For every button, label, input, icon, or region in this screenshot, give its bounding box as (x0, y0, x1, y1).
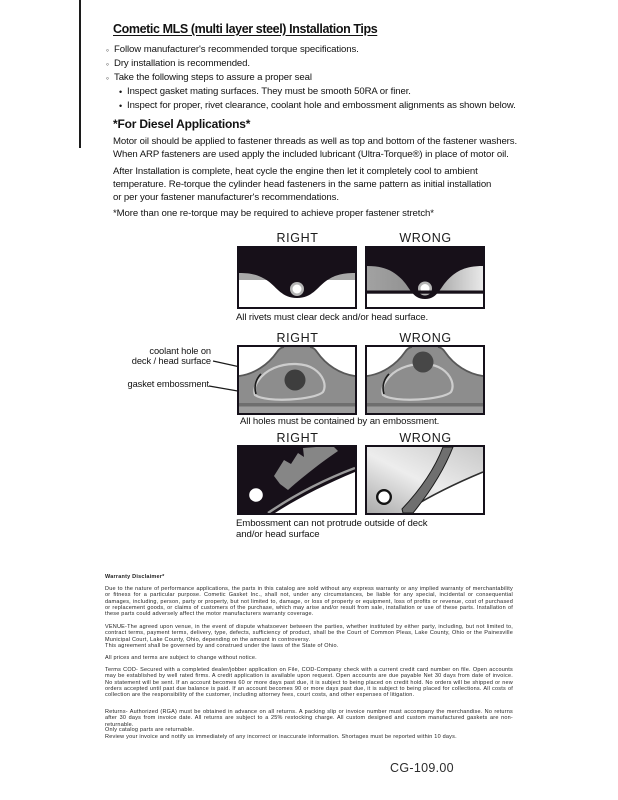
diesel-paragraph-line: When ARP fasteners are used apply the included lubricant (Ultra-Torque®) in place of motor oil. (113, 149, 509, 160)
diesel-paragraph-line: Motor oil should be applied to fastener threads as well as top and bottom of the fastener washers. (113, 136, 518, 147)
right-label: RIGHT (276, 231, 319, 245)
bullet-text: Take the following steps to assure a proper seal (114, 72, 312, 83)
callout-text: deck / head surface (131, 356, 211, 366)
filled-bullet-icon: • (119, 87, 123, 97)
embossment-protruding-illustration (367, 447, 483, 513)
diagram-protrusion-right (237, 445, 357, 515)
legal-line-catalog-parts: Only catalog parts are returnable. (105, 727, 195, 733)
wrong-label: WRONG (399, 431, 452, 445)
page-title: Cometic MLS (multi layer steel) Installation Tips (113, 22, 378, 36)
open-bullet-icon: ◦ (106, 73, 109, 83)
diagram-rivet-right (237, 246, 357, 309)
bullet-text: Dry installation is recommended. (114, 58, 250, 69)
diagram-caption-line: Embossment can not protrude outside of deck (236, 518, 428, 529)
sub-bullet-item (119, 86, 411, 100)
legal-paragraph-returns: Returns- Authorized (RGA) must be obtained in advance on all returns. A packing slip or invoice number must accompany the merchandise. No returns after 30 days from invoice date. All returns are subject to a 25% restocking charge. All custom designed and custom manufactured gaskets are non-returnable. (105, 709, 513, 728)
embossment-inside-deck-illustration (239, 447, 355, 513)
callout-label-gasket-embossment: gasket embossment (127, 379, 209, 389)
rivet-touching-illustration (367, 248, 483, 307)
open-bullet-icon: ◦ (106, 45, 109, 55)
right-label: RIGHT (276, 431, 319, 445)
open-bullet-icon: ◦ (106, 59, 109, 69)
doc-code: CG-109.00 (390, 761, 454, 775)
legal-line-governing-law: This agreement shall be governed by and construed under the laws of the State of Ohio. (105, 643, 339, 649)
legal-line-prices: All prices and terms are subject to change without notice. (105, 655, 257, 661)
diagram-embossment-wrong (365, 345, 485, 415)
diesel-paragraph-line: or per your fastener manufacturer's recommendations. (113, 192, 339, 203)
legal-line-review-invoice: Review your invoice and notify us immediately of any incorrect or inaccurate information. Shortages must be reported within 10 days. (105, 733, 457, 740)
diesel-paragraph-line: After Installation is complete, heat cycle the engine then let it completely cool to ambient (113, 166, 478, 177)
bullet-item (106, 72, 312, 86)
wrong-label: WRONG (399, 231, 452, 245)
callout-text: coolant hole on (149, 346, 211, 356)
diesel-paragraph-line: temperature. Re-torque the cylinder head fasteners in the same pattern as initial installation (113, 179, 492, 190)
bullet-text: Inspect gasket mating surfaces. They must be smooth 50RA or finer. (127, 86, 411, 97)
bullet-item (106, 44, 359, 58)
sub-bullet-item (119, 100, 516, 114)
warranty-heading: Warranty Disclaimer* (105, 574, 165, 580)
diagram-caption-line: and/or head surface (236, 529, 320, 540)
hole-inside-embossment-illustration (239, 347, 355, 413)
legal-paragraph-venue: VENUE-The agreed upon venue, in the event of dispute whatsoever between the parties, whether instituted by either party, including, but not limited to, contract terms, payment terms, delivery, type, defects, sufficiency of product, shall be the Court of Common Pleas, Lake County, Ohio or the Painesville Municipal Court, Lake County, Ohio, depending on the amount in controversy. (105, 624, 513, 643)
hole-outside-embossment-illustration (367, 347, 483, 413)
filled-bullet-icon: • (119, 101, 123, 111)
bullet-text: Follow manufacturer's recommended torque specifications. (114, 44, 359, 55)
left-margin-line (79, 0, 81, 148)
retorque-note: *More than one re-torque may be required to achieve proper fastener stretch* (113, 208, 434, 219)
diagram-rivet-wrong (365, 246, 485, 309)
wrong-label: WRONG (399, 331, 452, 345)
rivet-clear-illustration (239, 248, 355, 307)
legal-paragraph-warranty: Due to the nature of performance applications, the parts in this catalog are sold without any express warranty or any implied warranty of merchantability or fitness for a particular purpose. Cometic Gasket Inc., shall not, under any circumstances, be liable for any special, incidental or consequential damages, including, person, party or property, but not limited to, damage, or loss of property or equipment, loss of profits or revenue, cost of purchased or replacement goods, or claims of customers of the purchase, which may arise and/or result from sale, installation or use of these parts. Installation of these parts could adversely affect the motor manufacturers warranty coverage. (105, 586, 513, 618)
bullet-text: Inspect for proper, rivet clearance, coolant hole and embossment alignments as shown below. (127, 100, 516, 111)
diagram-protrusion-wrong (365, 445, 485, 515)
right-label: RIGHT (276, 331, 319, 345)
diesel-heading: *For Diesel Applications* (113, 117, 251, 131)
bullet-item (106, 58, 250, 72)
diagram-caption: All rivets must clear deck and/or head surface. (236, 312, 429, 323)
diagram-caption: All holes must be contained by an embossment. (240, 416, 440, 427)
diagram-embossment-right (237, 345, 357, 415)
legal-paragraph-terms: Terms COD- Secured with a completed dealer/jobber application on File, COD-Company check with a current credit card number on file. Open accounts may be established by well rated firms. A credit application is available upon request. Open accounts are due payable Net 30 days from date of invoice. No statement will be sent. If an account becomes 60 or more days past due, it is subject to being placed on credit hold. No orders will be shipped or new orders accepted until past due balance is paid. If an account becomes 90 or more days past due, it is subject to being placed for collections. All costs of collection are the responsibility of the customer, including attorney fees, court costs, and other expenses of litigation. (105, 667, 513, 699)
